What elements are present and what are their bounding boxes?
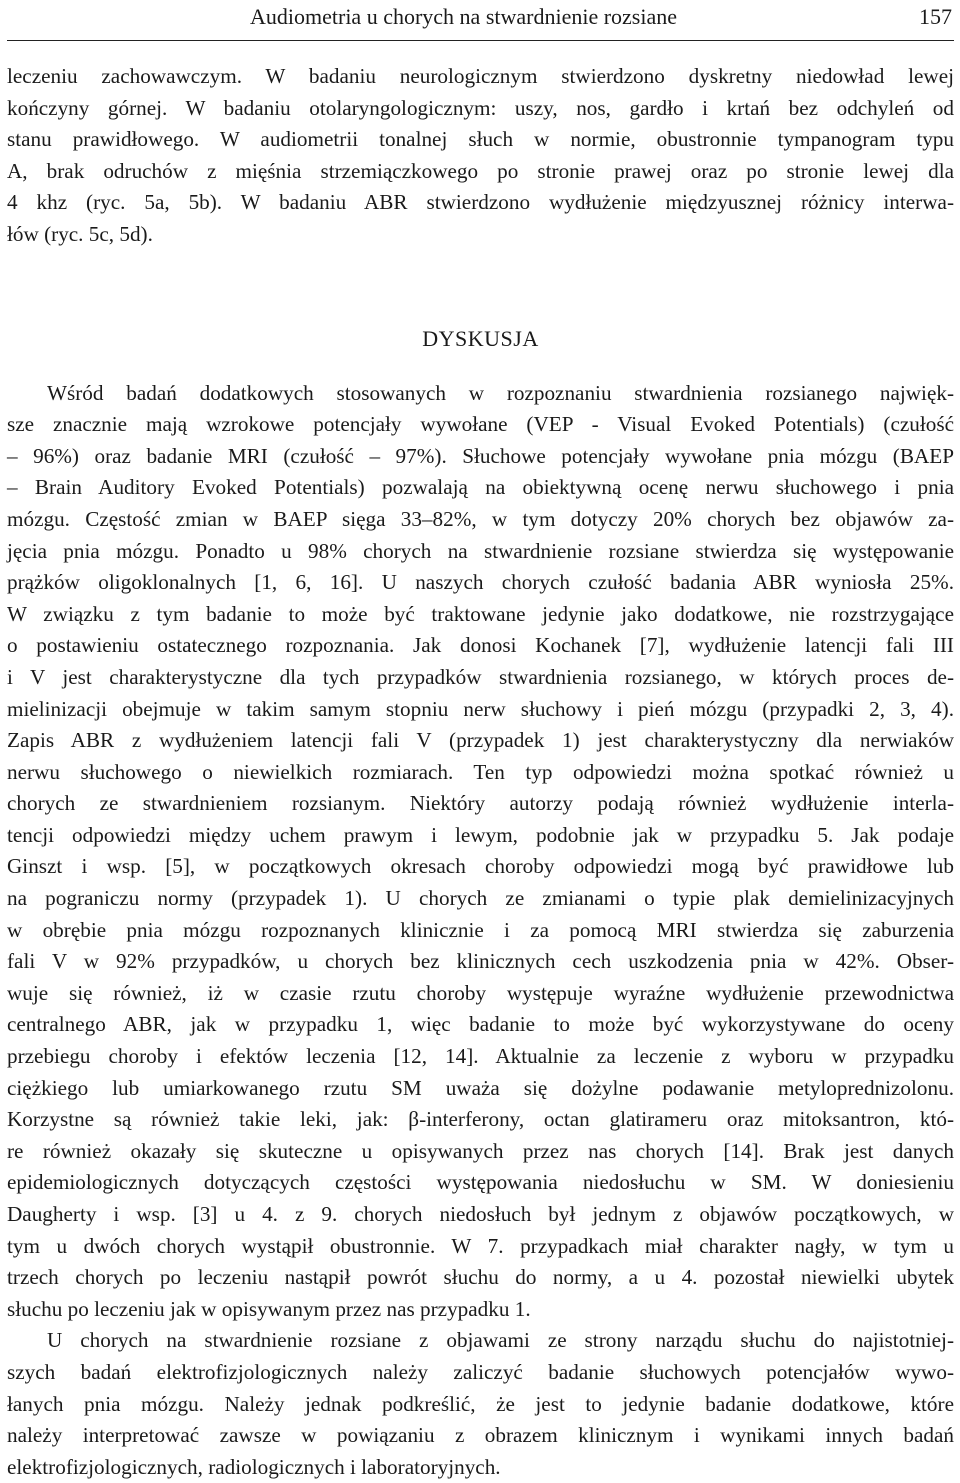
text-line: 4 khz (ryc. 5a, 5b). W badaniu ABR stwierdzono wydłużenie międzyusznej różnicy interwa- [7, 190, 954, 215]
discussion-paragraph-2 [7, 1325, 954, 1483]
text-line: o postawieniu ostatecznego rozpoznania. Jak donosi Kochanek [7], wydłużenie latencji fali III [7, 633, 954, 658]
text-line: leczeniu zachowawczym. W badaniu neurologicznym stwierdzono dyskretny niedowład lewej [7, 64, 954, 88]
text-line: należy interpretować zawsze w powiązaniu z obrazem klinicznym i wynikami innych badań [7, 1423, 954, 1448]
text-line: centralnego ABR, jak w przypadku 1, więc badanie to może być wykorzystywane do oceny [7, 1012, 954, 1037]
text-line: kończyny górnej. W badaniu otolaryngologicznym: uszy, nos, gardło i krtań bez odchyleń od [7, 95, 954, 120]
text-line: elektrofizjologicznych, radiologicznych i laboratoryjnych. [7, 1454, 501, 1479]
text-line: W związku z tym badanie to może być traktowane jedynie jako dodatkowe, nie rozstrzygające [7, 601, 954, 626]
text-line: tym u dwóch chorych wystąpił obustronnie. W 7. przypadkach miał charakter nagły, w tym u [7, 1233, 954, 1258]
text-line: w obrębie pnia mózgu rozpoznanych klinicznie i za pomocą MRI stwierdza się zaburzenia [7, 917, 954, 942]
text-line: jęcia pnia mózgu. Ponadto u 98% chorych na stwardnienie rozsiane stwierdza się występowanie [7, 538, 954, 563]
text-line: przebiegu choroby i efektów leczenia [12, 14]. Aktualnie za leczenie z wyboru w przypadku [7, 1044, 954, 1069]
text-line: Daugherty i wsp. [3] u 4. z 9. chorych niedosłuch był jednym z objawów początkowych, w [7, 1202, 954, 1226]
case-description-paragraph [7, 61, 954, 251]
text-line: łów (ryc. 5c, 5d). [7, 221, 153, 246]
text-line: łanych pnia mózgu. Należy jednak podkreślić, że jest to jedynie badanie dodatkowe, które [7, 1391, 954, 1416]
text-line: na pograniczu normy (przypadek 1). U chorych ze zmianami o typie plak demielinizacyjnych [7, 886, 954, 911]
text-line: ciężkiego lub umiarkowanego rzutu SM uważa się dożylne podawanie metyloprednizolonu. [7, 1075, 954, 1100]
document-page [7, 0, 954, 1483]
text-line: mielinizacji obejmuje w takim samym stopniu nerw słuchowy i pień mózgu (przypadki 2, 3, 4). [7, 696, 954, 721]
text-line: A, brak odruchów z mięśnia strzemiączkowego po stronie prawej oraz po stronie lewej dla [7, 158, 954, 183]
running-header [7, 0, 954, 41]
text-line: szych badań elektrofizjologicznych należy zaliczyć badanie słuchowych potencjałów wywo- [7, 1359, 954, 1384]
text-line: Zapis ABR z wydłużeniem latencji fali V (przypadek 1) jest charakterystyczny dla nerwiaków [7, 728, 954, 753]
text-line: re również okazały się skuteczne u opisywanych przez nas chorych [14]. Brak jest danych [7, 1138, 954, 1163]
section-heading: DYSKUSJA [422, 325, 539, 351]
text-line: epidemiologicznych dotyczących częstości występowania niedosłuchu w SM. W doniesieniu [7, 1170, 954, 1195]
text-line: prążków oligoklonalnych [1, 6, 16]. U naszych chorych czułość badania ABR wyniosła 25%. [7, 570, 954, 595]
text-line: wuje się również, iż w czasie rzutu choroby występuje wyraźne wydłużenie przewodnictwa [7, 980, 954, 1005]
text-line: Ginszt i wsp. [5], w początkowych okresach choroby odpowiedzi mogą być prawidłowe lub [7, 854, 954, 879]
text-line: tencji odpowiedzi między uchem prawym i lewym, podobnie jak w przypadku 5. Jak podaje [7, 822, 954, 847]
text-line: słuchu po leczeniu jak w opisywanym przez nas przypadku 1. [7, 1296, 531, 1321]
text-line: mózgu. Częstość zmian w BAEP sięga 33–82%, w tym dotyczy 20% chorych bez objawów za- [7, 506, 954, 531]
text-line: i V jest charakterystyczne dla tych przypadków stwardnienia rozsianego, w których proces de- [7, 664, 954, 689]
text-line: Wśród badań dodatkowych stosowanych w rozpoznaniu stwardnienia rozsianego najwięk- [47, 380, 954, 405]
discussion-paragraph-1 [7, 378, 954, 1326]
page-number: 157 [919, 4, 952, 29]
text-line: trzech chorych po leczeniu nastąpił powrót słuchu do normy, a u 4. pozostał niewielki ubytek [7, 1265, 954, 1290]
text-line: nerwu słuchowego o niewielkich rozmiarach. Ten typ odpowiedzi można spotkać również u [7, 759, 954, 784]
text-line: – Brain Auditory Evoked Potentials) pozwalają na obiektywną ocenę nerwu słuchowego i pnia [7, 475, 954, 500]
text-line: U chorych na stwardnienie rozsiane z objawami ze strony narządu słuchu do najistotniej- [47, 1328, 954, 1353]
running-title: Audiometria u chorych na stwardnienie rozsiane [250, 4, 678, 29]
text-line: sze znacznie mają wzrokowe potencjały wywołane (VEP - Visual Evoked Potentials) (czułość [7, 412, 954, 437]
text-line: Korzystne są również takie leki, jak: β-interferony, octan glatirameru oraz mitoksantron, któ- [7, 1107, 954, 1132]
text-line: fali V w 92% przypadków, u chorych bez klinicznych cech uszkodzenia pnia w 42%. Obser- [7, 949, 954, 974]
text-line: – 96%) oraz badanie MRI (czułość – 97%). Słuchowe potencjały wywołane pnia mózgu (BAEP [7, 443, 954, 468]
text-line: chorych ze stwardnieniem rozsianym. Niektóry autorzy podają również wydłużenie interla- [7, 791, 954, 816]
text-line: stanu prawidłowego. W audiometrii tonalnej słuch w normie, obustronnie tympanogram typu [7, 127, 954, 152]
